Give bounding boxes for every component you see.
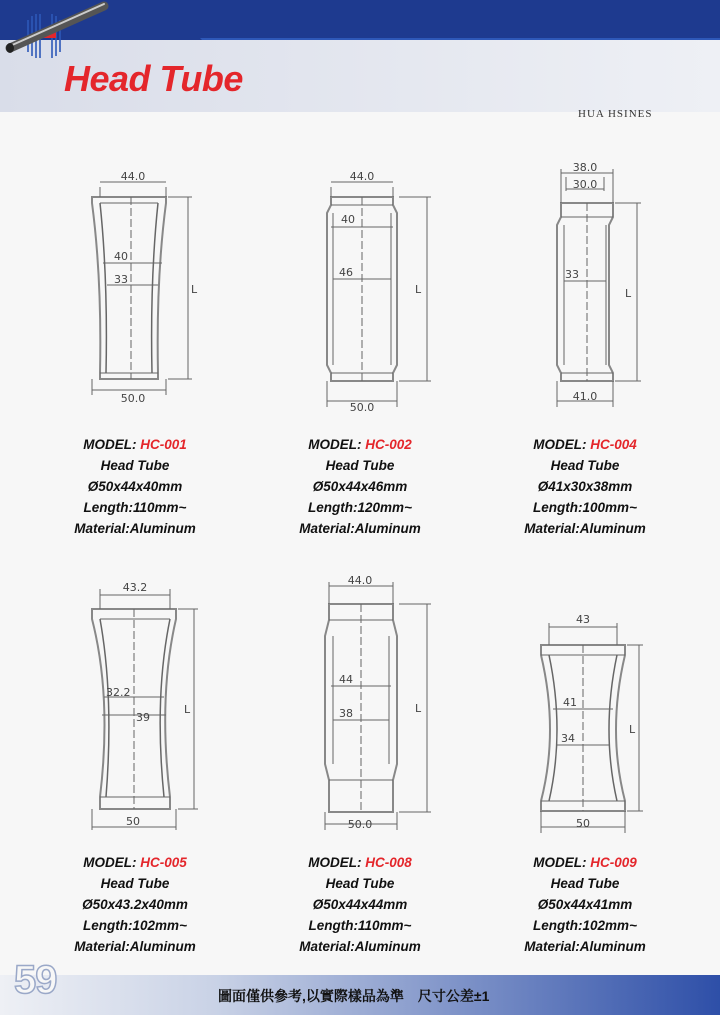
product-material: Material:Aluminum bbox=[74, 939, 196, 954]
technical-drawing-hc-008 bbox=[303, 572, 443, 832]
product-dims: Ø50x44x41mm bbox=[537, 897, 633, 912]
model-line bbox=[475, 852, 695, 873]
dim-mid1: 33 bbox=[565, 268, 579, 281]
dim-top: 44.0 bbox=[120, 170, 146, 183]
dim-top: 44.0 bbox=[347, 574, 373, 587]
dim-top: 43.2 bbox=[122, 581, 148, 594]
brand-logo-icon bbox=[0, 0, 140, 70]
dim-mid1: 40 bbox=[341, 213, 355, 226]
brand-name: HUA HSINES bbox=[578, 108, 653, 120]
model-code: HC-005 bbox=[140, 855, 187, 870]
model-line bbox=[25, 434, 245, 455]
technical-drawing-hc-002 bbox=[303, 165, 443, 415]
product-material: Material:Aluminum bbox=[74, 521, 196, 536]
dim-mid1: 40 bbox=[114, 250, 128, 263]
dim-bottom: 50.0 bbox=[349, 401, 375, 414]
product-caption-hc-008 bbox=[250, 852, 470, 957]
model-label: MODEL: bbox=[83, 855, 137, 870]
dim-top2: 30.0 bbox=[572, 178, 598, 191]
dim-bottom: 50 bbox=[126, 815, 140, 828]
product-caption-hc-004 bbox=[475, 434, 695, 539]
page-number: 59 bbox=[14, 958, 57, 1002]
model-line bbox=[25, 852, 245, 873]
dim-mid1: 41 bbox=[563, 696, 577, 709]
dim-length: L bbox=[629, 723, 636, 736]
product-material: Material:Aluminum bbox=[524, 521, 646, 536]
page-header bbox=[0, 0, 720, 130]
model-code: HC-001 bbox=[140, 437, 187, 452]
dim-mid1: 32.2 bbox=[106, 686, 131, 699]
product-dims: Ø50x44x40mm bbox=[87, 479, 183, 494]
model-label: MODEL: bbox=[308, 855, 362, 870]
dim-mid2: 34 bbox=[561, 732, 575, 745]
product-dims: Ø50x44x44mm bbox=[312, 897, 408, 912]
dim-mid1: 44 bbox=[339, 673, 353, 686]
model-line bbox=[250, 852, 470, 873]
dim-mid2: 46 bbox=[339, 266, 353, 279]
product-name: Head Tube bbox=[325, 876, 395, 891]
product-length: Length:110mm~ bbox=[83, 500, 187, 515]
dim-bottom: 50.0 bbox=[347, 818, 373, 831]
product-length: Length:100mm~ bbox=[533, 500, 637, 515]
product-length: Length:102mm~ bbox=[83, 918, 187, 933]
product-name: Head Tube bbox=[100, 458, 170, 473]
product-dims: Ø41x30x38mm bbox=[537, 479, 633, 494]
dim-length: L bbox=[184, 703, 191, 716]
dim-top: 44.0 bbox=[349, 170, 375, 183]
technical-drawing-hc-001 bbox=[78, 165, 218, 410]
dim-bottom: 41.0 bbox=[572, 390, 598, 403]
product-caption-hc-002 bbox=[250, 434, 470, 539]
page-title: Head Tube bbox=[64, 58, 243, 99]
product-length: Length:120mm~ bbox=[308, 500, 412, 515]
model-label: MODEL: bbox=[533, 855, 587, 870]
model-label: MODEL: bbox=[83, 437, 137, 452]
product-material: Material:Aluminum bbox=[299, 521, 421, 536]
product-caption-hc-009 bbox=[475, 852, 695, 957]
technical-drawing-hc-005 bbox=[78, 575, 218, 830]
dim-mid2: 33 bbox=[114, 273, 128, 286]
model-code: HC-008 bbox=[365, 855, 412, 870]
dim-bottom: 50.0 bbox=[120, 392, 146, 405]
product-material: Material:Aluminum bbox=[299, 939, 421, 954]
dim-length: L bbox=[415, 702, 422, 715]
model-code: HC-004 bbox=[590, 437, 637, 452]
product-dims: Ø50x43.2x40mm bbox=[82, 897, 188, 912]
model-line bbox=[475, 434, 695, 455]
product-material: Material:Aluminum bbox=[524, 939, 646, 954]
model-code: HC-002 bbox=[365, 437, 412, 452]
dim-top: 43 bbox=[576, 613, 590, 626]
product-name: Head Tube bbox=[550, 876, 620, 891]
product-length: Length:102mm~ bbox=[533, 918, 637, 933]
dim-length: L bbox=[415, 283, 422, 296]
product-length: Length:110mm~ bbox=[308, 918, 412, 933]
footer-note: 圖面僅供參考,以實際樣品為準 尺寸公差±1 bbox=[218, 988, 490, 1004]
dim-top: 38.0 bbox=[572, 161, 598, 174]
dim-length: L bbox=[191, 283, 198, 296]
dim-bottom: 50 bbox=[576, 817, 590, 830]
dim-length: L bbox=[625, 287, 632, 300]
product-name: Head Tube bbox=[325, 458, 395, 473]
dim-mid2: 39 bbox=[136, 711, 150, 724]
model-label: MODEL: bbox=[533, 437, 587, 452]
dim-mid2: 38 bbox=[339, 707, 353, 720]
technical-drawing-hc-009 bbox=[525, 605, 665, 835]
model-label: MODEL: bbox=[308, 437, 362, 452]
product-caption-hc-001 bbox=[25, 434, 245, 539]
product-name: Head Tube bbox=[100, 876, 170, 891]
model-code: HC-009 bbox=[590, 855, 637, 870]
product-caption-hc-005 bbox=[25, 852, 245, 957]
product-dims: Ø50x44x46mm bbox=[312, 479, 408, 494]
model-line bbox=[250, 434, 470, 455]
technical-drawing-hc-004 bbox=[535, 155, 665, 410]
product-name: Head Tube bbox=[550, 458, 620, 473]
